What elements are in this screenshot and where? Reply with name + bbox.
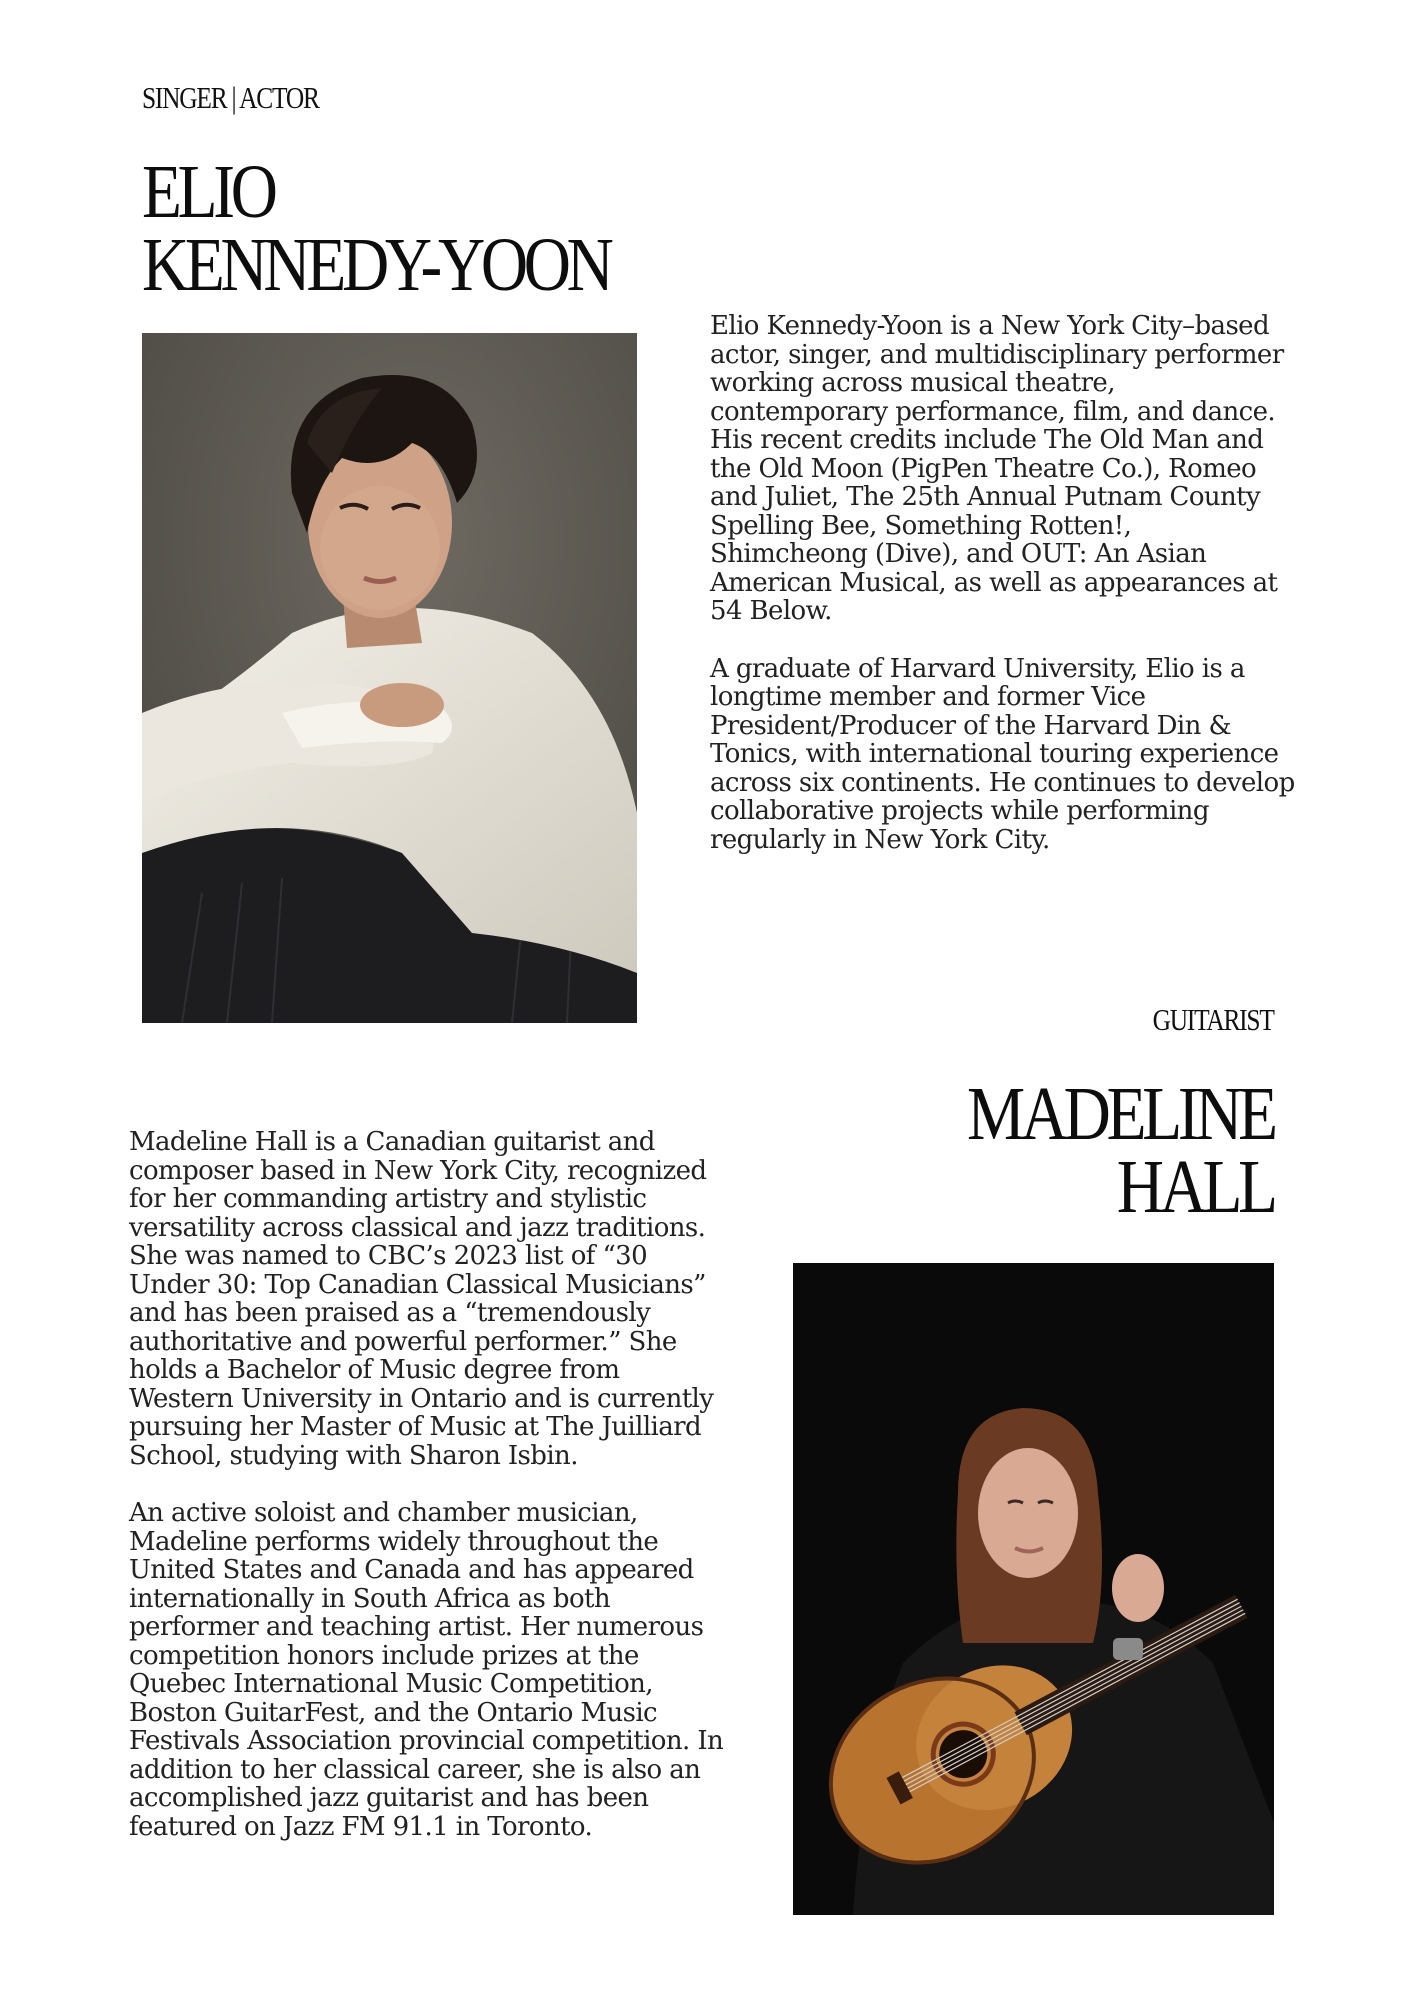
elio-bio-paragraph: Elio Kennedy-Yoon is a New York City–based actor, singer, and multidisciplinary performer working across musical theatre, contemporary performance, film, and dance. His recent credits include The Old Man and the Old Moon (PigPen Theatre Co.), Romeo and Juliet, The 25th Annual Putnam County Spelling Bee, Something Rotten!, Shimcheong (Dive), and OUT: An Asian American Musical, as well as appearances at 54 Below. (710, 311, 1284, 626)
elio-portrait-photo (142, 333, 637, 1023)
elio-name-line2: KENNEDY-YOON (142, 222, 610, 307)
madeline-bio-paragraph: An active soloist and chamber musician, Madeline performs widely throughout the United States and Canada and has appeared internationally in South Africa as both performer and teaching artist. Her numerous competition honors include prizes at the Quebec International Music Competition, Boston GuitarFest, and the Ontario Music Festivals Association provincial competition. In addition to her classical career, she is also an accomplished jazz guitarist and has been featured on Jazz FM 91.1 in Toronto. (129, 1498, 724, 1842)
madeline-portrait-illustration (793, 1263, 1274, 1915)
elio-bio-paragraph: A graduate of Harvard University, Elio is a longtime member and former Vice President/Producer of the Harvard Din & Tonics, with international touring experience across six continents. He continues to develop collaborative projects while performing regularly in New York City. (710, 653, 1295, 855)
madeline-portrait-photo (793, 1263, 1274, 1915)
madeline-bio (129, 1128, 729, 1870)
madeline-role-label: GUITARIST (1152, 1002, 1274, 1037)
elio-name-heading (142, 150, 610, 307)
madeline-name-line1: MADELINE (967, 1072, 1274, 1156)
madeline-bio-paragraph: Madeline Hall is a Canadian guitarist and composer based in New York City, recognized for her commanding artistry and stylistic versatility across classical and jazz traditions. She was named to CBC’s 2023 list of “30 Under 30: Top Canadian Classical Musicians” and has been praised as a “tremendously authoritative and powerful performer.” She holds a Bachelor of Music degree from Western University in Ontario and is currently pursuing her Master of Music at The Juilliard School, studying with Sharon Isbin. (129, 1127, 714, 1471)
elio-name-line1: ELIO (142, 150, 274, 234)
elio-bio (710, 312, 1295, 883)
madeline-name-line2: HALL (1116, 1144, 1274, 1229)
elio-portrait-illustration (142, 333, 637, 1023)
elio-role-label: SINGER | ACTOR (142, 80, 319, 115)
madeline-name-heading (967, 1072, 1274, 1229)
